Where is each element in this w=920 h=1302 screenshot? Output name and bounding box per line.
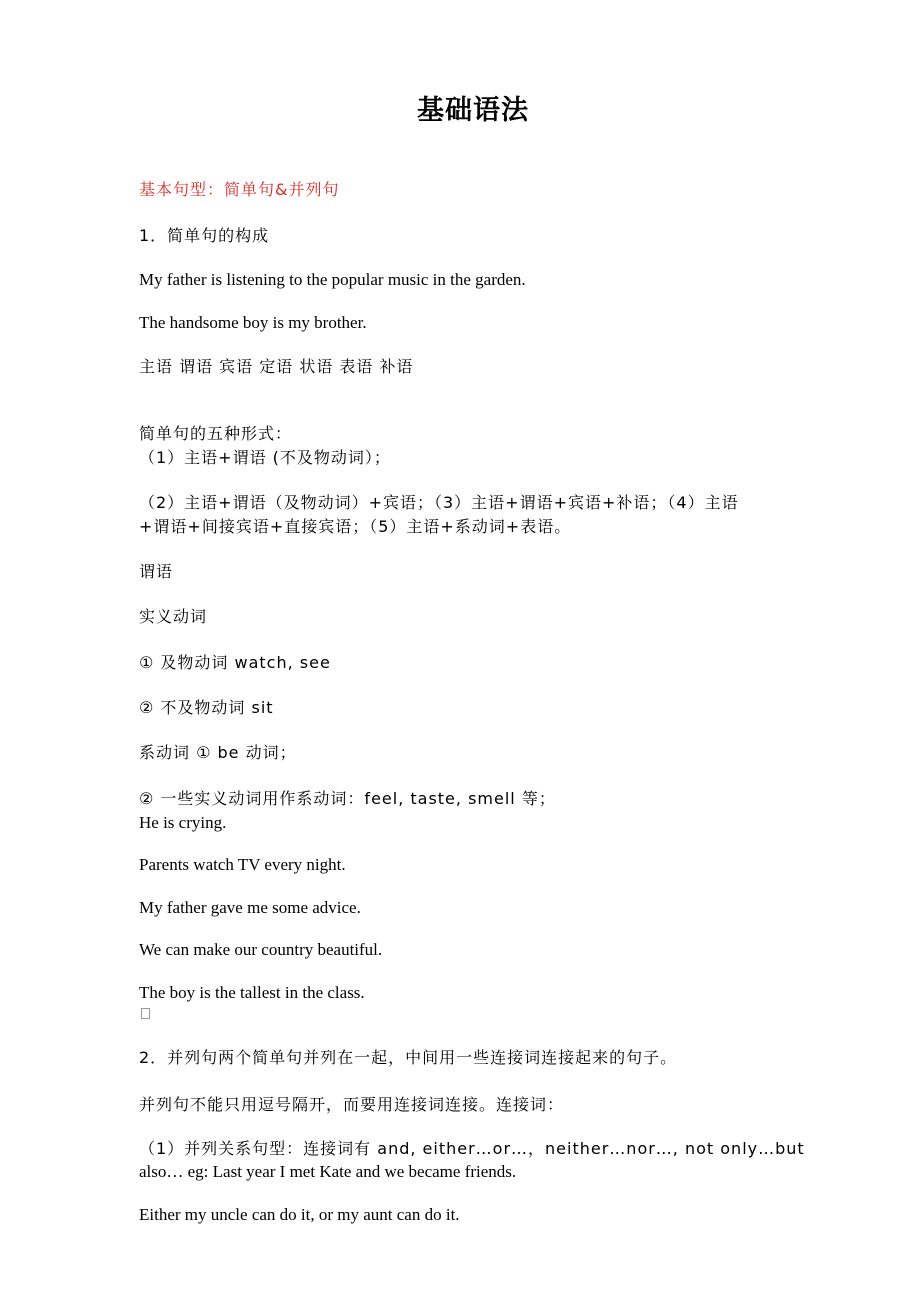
predicate-label: 谓语: [139, 562, 174, 581]
notional-verb-label: 实义动词: [139, 607, 208, 626]
example-sentence: Parents watch TV every night.: [139, 855, 346, 874]
forms-4-5: +谓语+间接宾语+直接宾语；（5）主语+系动词+表语。: [139, 517, 572, 536]
intransitive-verb-item: ② 不及物动词 sit: [139, 698, 274, 717]
linking-verb-item: 系动词 ① be 动词；: [139, 743, 297, 762]
compound-sentence-definition: 2．并列句两个简单句并列在一起，中间用一些连接词连接起来的句子。: [139, 1048, 678, 1067]
form-1: （1）主语+谓语 (不及物动词）；: [139, 448, 391, 467]
document-title: 基础语法: [417, 95, 529, 126]
linking-verb-examples: ② 一些实义动词用作系动词：feel, taste, smell 等；: [139, 789, 556, 808]
placeholder-box-icon: [141, 1008, 150, 1019]
example-sentence: The boy is the tallest in the class.: [139, 983, 365, 1002]
sentence-components: 主语 谓语 宾语 定语 状语 表语 补语: [139, 357, 414, 376]
transitive-verb-item: ① 及物动词 watch, see: [139, 653, 331, 672]
section-heading: 基本句型：简单句&并列句: [139, 180, 340, 199]
coordinate-relation-example: also… eg: Last year I met Kate and we became friends.: [139, 1162, 517, 1181]
example-sentence: He is crying.: [139, 813, 227, 832]
example-sentence: The handsome boy is my brother.: [139, 313, 367, 332]
coordinate-relation-type: （1）并列关系句型：连接词有 and, either…or…，neither…nor…, not only…but: [139, 1139, 805, 1158]
five-forms-heading: 简单句的五种形式：: [139, 424, 293, 443]
example-sentence: We can make our country beautiful.: [139, 940, 383, 959]
compound-sentence-rule: 并列句不能只用逗号隔开，而要用连接词连接。连接词：: [139, 1095, 565, 1114]
forms-2-4: （2）主语+谓语（及物动词）+宾语；（3）主语+谓语+宾语+补语；（4）主语: [139, 493, 739, 512]
subheading-simple-sentence: 1．简单句的构成: [139, 226, 270, 245]
example-sentence: My father is listening to the popular music in the garden.: [139, 270, 526, 289]
example-sentence: Either my uncle can do it, or my aunt can do it.: [139, 1205, 460, 1224]
example-sentence: My father gave me some advice.: [139, 898, 361, 917]
